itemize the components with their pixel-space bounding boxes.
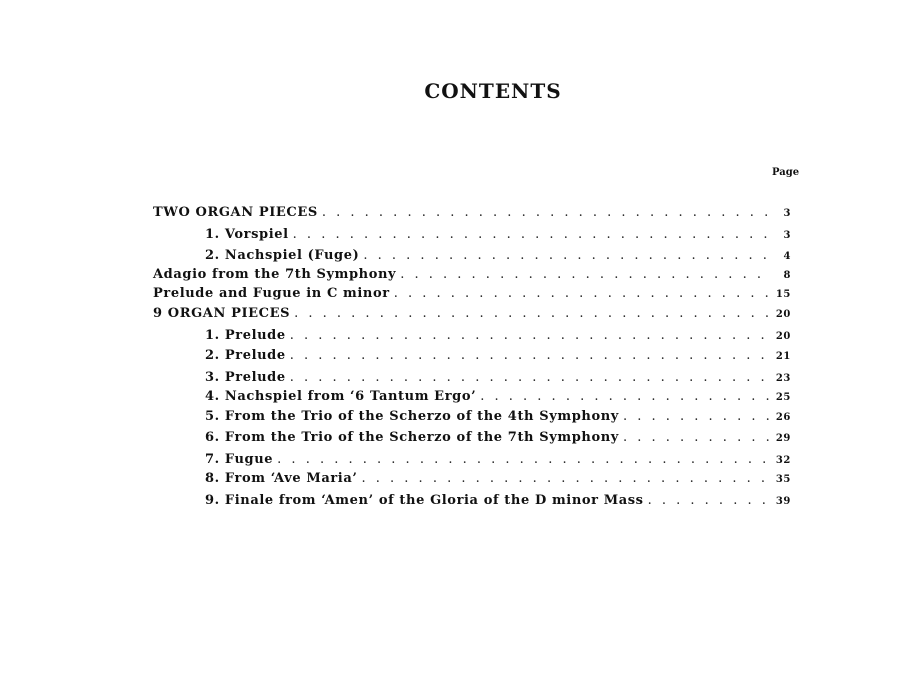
toc-entry-title: 4. Nachspiel from ‘6 Tantum Ergo’ (205, 389, 477, 404)
toc-entry-title: 7. Fugue (205, 452, 274, 467)
toc-entry (205, 248, 791, 265)
toc-entry-page: 20 (775, 309, 791, 320)
toc-entry-title: 2. Prelude (205, 348, 286, 363)
toc-entry-title: 8. From ‘Ave Maria’ (205, 471, 358, 486)
toc-entry-title: 3. Prelude (205, 370, 286, 385)
toc-entry (205, 430, 791, 447)
toc-entry-page: 32 (775, 455, 791, 466)
toc-entry-page: 35 (775, 474, 791, 485)
page-column-label: Page (772, 167, 800, 178)
toc-entry-page: 21 (775, 351, 791, 362)
toc-entry-page: 25 (775, 392, 791, 403)
toc-entry-page: 23 (775, 373, 791, 384)
toc-entry-page: 20 (775, 331, 791, 342)
dot-leader (623, 430, 769, 446)
toc-entry-title: 5. From the Trio of the Scherzo of the 4th Symphony (205, 409, 619, 424)
toc-entry (205, 328, 791, 345)
toc-entry (153, 205, 791, 222)
dot-leader (290, 328, 769, 344)
toc-entry (153, 286, 791, 303)
dot-leader (277, 452, 769, 468)
toc-entry-page: 8 (783, 270, 791, 281)
toc-entry-page: 15 (775, 289, 791, 300)
dot-leader (362, 471, 770, 487)
dot-leader (294, 306, 769, 322)
dot-leader (480, 389, 769, 405)
toc-entry-title: 6. From the Trio of the Scherzo of the 7th Symphony (205, 430, 619, 445)
dot-leader (394, 286, 769, 302)
toc-entry-title: Prelude and Fugue in C minor (153, 286, 390, 301)
dot-leader (322, 205, 769, 221)
toc-entry-title: TWO ORGAN PIECES (153, 205, 318, 220)
toc-entry-page: 29 (775, 433, 791, 444)
page-title: CONTENTS (424, 79, 562, 103)
toc-entry (153, 267, 791, 284)
toc-entry (205, 409, 791, 426)
toc-entry (153, 306, 791, 323)
dot-leader (290, 348, 769, 364)
toc-entry (205, 452, 791, 469)
toc-entry (205, 370, 791, 387)
toc-entry (205, 493, 791, 510)
toc-entry-page: 3 (783, 208, 791, 219)
toc-entry-title: 9 ORGAN PIECES (153, 306, 291, 321)
dot-leader (648, 493, 769, 509)
toc-entry (205, 348, 791, 365)
toc-entry-title: 1. Prelude (205, 328, 286, 343)
toc-entry-title: 9. Finale from ‘Amen’ of the Gloria of the D minor Mass (205, 493, 644, 508)
dot-leader (290, 370, 769, 386)
toc-entry (205, 227, 791, 244)
toc-entry-title: 2. Nachspiel (Fuge) (205, 248, 360, 263)
dot-leader (293, 227, 769, 243)
toc-entry-page: 3 (783, 230, 791, 241)
dot-leader (623, 409, 769, 425)
toc-entry-title: 1. Vorspiel (205, 227, 289, 242)
dot-leader (363, 248, 769, 264)
toc-entry-title: Adagio from the 7th Symphony (153, 267, 397, 282)
toc-entry-page: 39 (775, 496, 791, 507)
dot-leader (400, 267, 769, 283)
toc-entry-page: 26 (775, 412, 791, 423)
toc-entry (205, 471, 791, 488)
toc-entry-page: 4 (783, 251, 791, 262)
toc-entry (205, 389, 791, 406)
